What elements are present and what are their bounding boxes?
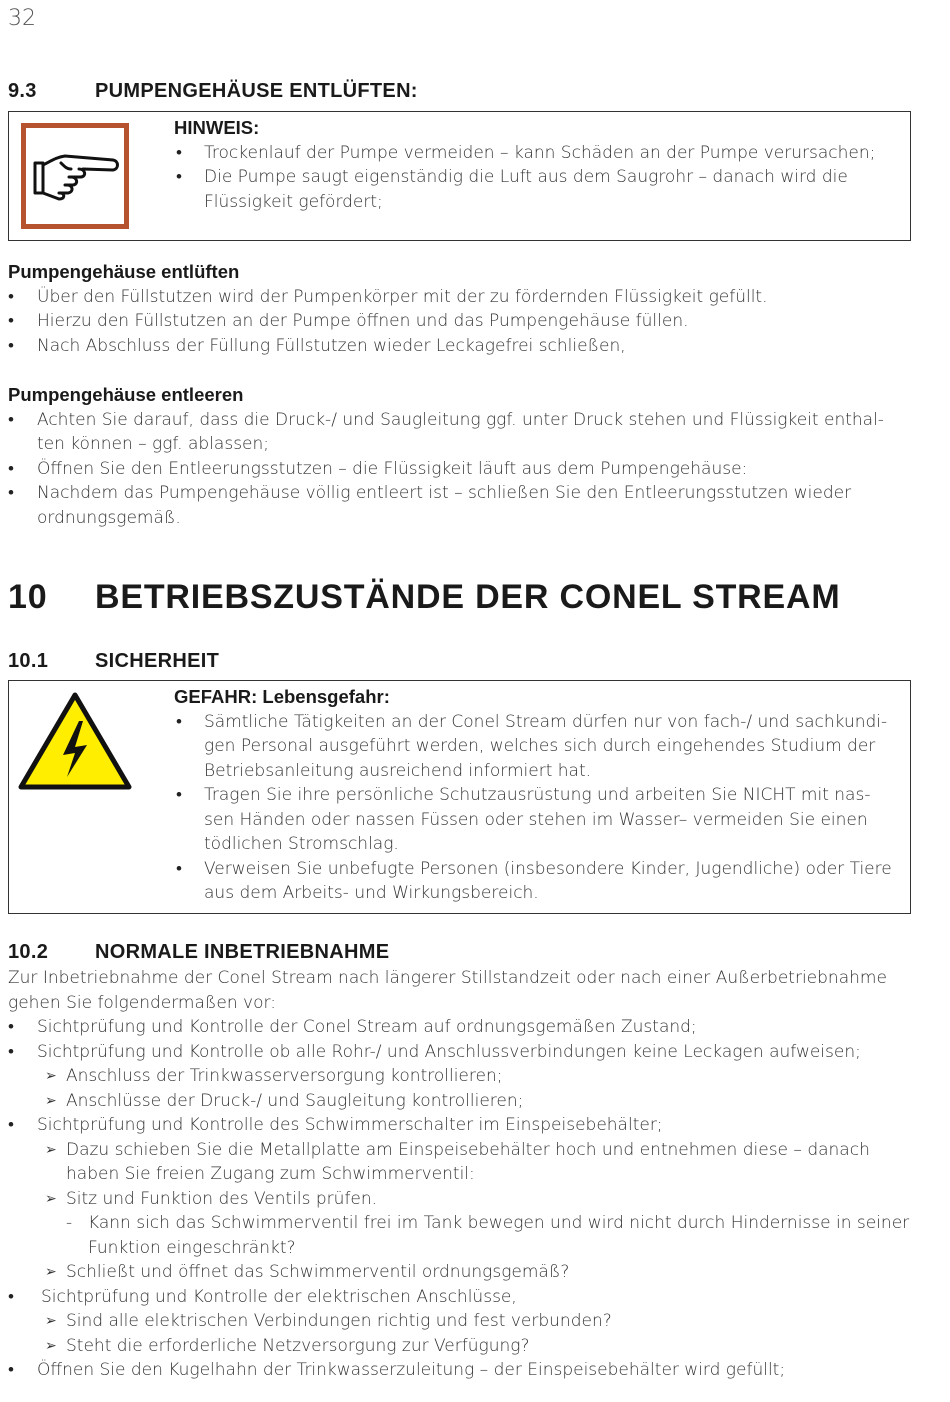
list-item: • Öffnen Sie den Kugelhahn der Trinkwasserzuleitung – der Einspeisebehälter wird gefüllt; [8,1360,786,1380]
list-item: • Über den Füllstutzen wird der Pumpenkörper mit der zu fördernden Flüssigkeit gefüllt. [8,286,768,307]
arrow-icon: ➢ [45,1068,57,1084]
list-item-text: Sichtprüfung und Kontrolle der elektrischen Anschlüsse, [41,1286,517,1307]
drain-section [8,383,903,530]
section-title: PUMPENGEHÄUSE ENTLÜFTEN: [95,80,418,102]
page-number: 32 [8,6,36,31]
section-number: 9.3 [8,80,37,102]
list-item: • Sichtprüfung und Kontrolle der Conel Stream auf ordnungsgemäßen Zustand; [8,1017,697,1037]
list-item-text: Über den Füllstutzen wird der Pumpenkörper mit der zu fördernden Flüssigkeit gefüllt. [37,286,768,307]
sub-list-item [8,1309,913,1334]
sub-list-item-text: Dazu schieben Sie die Metallplatte am Einspeisebehälter hoch und entnehmen diese – danach haben Sie freien Zugang zum Schwimmerventil: [66,1139,870,1184]
intro-paragraph: Zur Inbetriebnahme der Conel Stream nach längerer Stillstandzeit oder nach einer Außerbetriebnahme gehen Sie folgendermaßen vor: [8,968,887,1013]
list-item-text: Sichtprüfung und Kontrolle der Conel Stream auf ordnungsgemäßen Zustand; [37,1017,697,1037]
sub-list-item [8,1334,913,1359]
danger-box [8,680,911,914]
danger-item: • Tragen Sie ihre persönliche Schutzausrüstung und arbeiten Sie NICHT mit nas-sen Händen oder nassen Füssen oder stehen im Wasser– vermeiden Sie einen tödlichen Stromschlag. [174,783,900,857]
sub-list-item [8,1138,913,1187]
list-item: • Achten Sie darauf, dass die Druck-/ und Saugleitung ggf. unter Druck stehen und Flüssigkeit enthal-ten können – ggf. ablassen; [8,409,884,454]
sub-list-item-text: Schließt und öffnet das Schwimmerventil ordnungsgemäß? [66,1262,570,1282]
list-item: • Hierzu den Füllstutzen an der Pumpe öffnen und das Pumpengehäuse füllen. [8,311,689,331]
dash-list-item-text: Kann sich das Schwimmerventil frei im Tank bewegen und wird nicht durch Hindernisse in seiner Funktion eingeschränkt? [88,1213,910,1258]
arrow-icon: ➢ [45,1092,57,1109]
section-heading-9-3 [8,80,418,103]
arrow-icon: ➢ [45,1313,57,1329]
danger-item: • Sämtliche Tätigkeiten an der Conel Stream dürfen nur von fach-/ und sachkundi-gen Personal ausgeführt werden, welches sich durch eingehendes Studium der Betriebsanleitung ausreichend informiert hat. [174,710,900,784]
vent-section [8,260,928,358]
list-item: • Nach Abschluss der Füllung Füllstutzen wieder Leckagefrei schließen, [8,335,626,356]
sub-list-item [8,1260,913,1285]
list-item-text: Nachdem das Pumpengehäuse völlig entleert ist – schließen Sie den Entleerungsstutzen wieder ordnungsgemäß. [37,483,852,528]
list-item: • Sichtprüfung und Kontrolle der elektrischen Anschlüsse, [8,1286,517,1307]
list-item-text: Sichtprüfung und Kontrolle des Schwimmerschalter im Einspeisebehälter; [37,1115,663,1135]
list-item-text: Öffnen Sie den Entleerungsstutzen – die Flüssigkeit läuft aus dem Pumpengehäuse: [37,458,748,479]
sub-list-item-text: Anschluss der Trinkwasserversorgung kontrollieren; [66,1066,503,1086]
danger-label: GEFAHR: Lebensgefahr: [174,686,390,707]
sub-list-item [8,1187,913,1212]
high-voltage-warning-icon [17,691,133,791]
arrow-icon: ➢ [45,1141,57,1158]
list-item: • Sichtprüfung und Kontrolle ob alle Rohr-/ und Anschlussverbindungen keine Leckagen aufweisen; [8,1041,861,1062]
notice-item: • Die Pumpe saugt eigenständig die Luft aus dem Saugrohr – danach wird die Flüssigkeit gefördert; [174,165,900,214]
arrow-icon: ➢ [45,1337,57,1354]
section-title: SICHERHEIT [95,650,220,672]
arrow-icon: ➢ [45,1190,57,1207]
list-item-text: Sichtprüfung und Kontrolle ob alle Rohr-/ und Anschlussverbindungen keine Leckagen aufweisen; [37,1041,861,1062]
sub-list-item-text: Anschlüsse der Druck-/ und Saugleitung kontrollieren; [66,1090,524,1111]
section-heading-10-1 [8,650,219,673]
list-item-text: Hierzu den Füllstutzen an der Pumpe öffnen und das Pumpengehäuse füllen. [37,311,689,331]
list-item-text: Nach Abschluss der Füllung Füllstutzen wieder Leckagefrei schließen, [37,335,626,356]
chapter-number: 10 [8,578,48,616]
list-item: • Öffnen Sie den Entleerungsstutzen – die Flüssigkeit läuft aus dem Pumpengehäuse: [8,458,748,479]
sub-list-item [8,1064,913,1089]
danger-item: • Verweisen Sie unbefugte Personen (insbesondere Kinder, Jugendliche) oder Tiere aus dem Arbeits- und Wirkungsbereich. [174,857,900,906]
notice-label: HINWEIS: [174,117,260,138]
commissioning-section [8,966,913,1383]
notice-box [8,111,911,241]
sub-list-item-text: Sitz und Funktion des Ventils prüfen. [66,1188,378,1209]
list-item: • Sichtprüfung und Kontrolle des Schwimmerschalter im Einspeisebehälter; [8,1115,663,1135]
drain-heading: Pumpengehäuse entleeren [8,384,244,405]
chapter-title: BETRIEBSZUSTÄNDE DER CONEL STREAM [95,578,841,616]
section-number: 10.1 [8,650,49,672]
arrow-icon: ➢ [45,1264,57,1280]
list-item-text: Achten Sie darauf, dass die Druck-/ und Saugleitung ggf. unter Druck stehen und Flüssigkeit enthal-ten können – ggf. ablassen; [37,409,884,454]
notice-item: • Trockenlauf der Pumpe vermeiden – kann Schäden an der Pumpe verursachen; [174,141,900,166]
list-item-text: Öffnen Sie den Kugelhahn der Trinkwasserzuleitung – der Einspeisebehälter wird gefüllt; [37,1360,786,1380]
sub-list-item-text: Sind alle elektrischen Verbindungen richtig und fest verbunden? [66,1311,612,1331]
dash-list-item: - Kann sich das Schwimmerventil frei im Tank bewegen und wird nicht durch Hindernisse in seiner Funktion eingeschränkt? [66,1213,910,1258]
sub-list-item-text: Steht die erforderliche Netzversorgung zur Verfügung? [66,1335,530,1356]
section-number: 10.2 [8,941,49,963]
sub-list-item [8,1089,913,1114]
list-item: • Nachdem das Pumpengehäuse völlig entleert ist – schließen Sie den Entleerungsstutzen wieder ordnungsgemäß. [8,483,852,528]
section-title: NORMALE INBETRIEBNAHME [95,941,390,963]
vent-heading: Pumpengehäuse entlüften [8,261,240,282]
section-heading-10-2 [8,941,389,964]
pointing-hand-icon [21,123,129,229]
chapter-heading-10 [8,578,840,617]
